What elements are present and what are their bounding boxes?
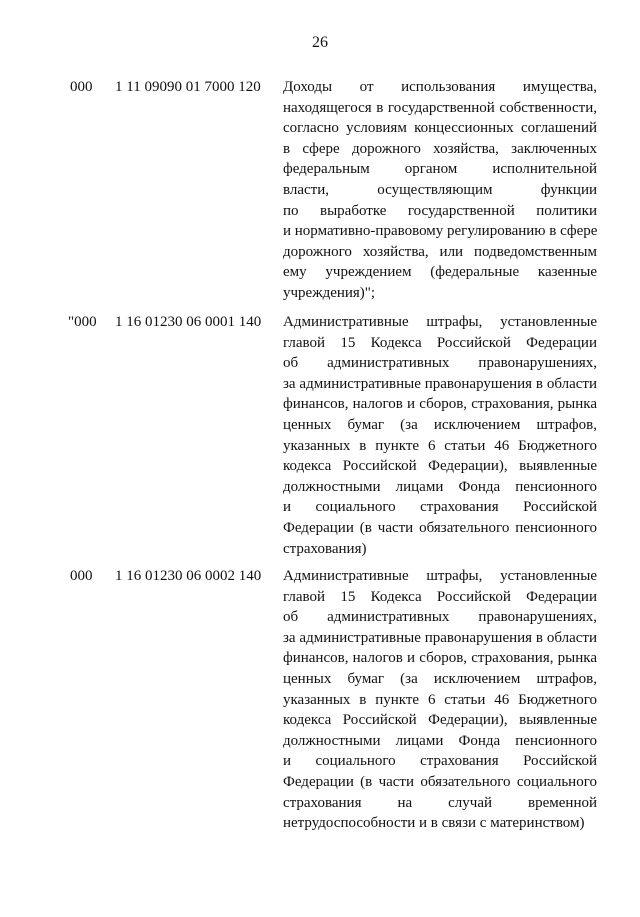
description-line: кодекса Российской Федерации), выявленные xyxy=(283,458,597,475)
description-line: Федерации (в части обязательного пенсионного xyxy=(283,519,597,536)
income-description xyxy=(283,566,597,834)
admin-code: "000 xyxy=(68,314,97,330)
description-line: и социального страхования Российской xyxy=(283,499,597,516)
description-line: Доходы от использования имущества, xyxy=(283,79,597,95)
description-line: финансов, налогов и сборов, страхования, рынка xyxy=(283,650,597,667)
description-line: ценных бумаг (за исключением штрафов, xyxy=(283,416,597,433)
description-line: страхования на случай временной xyxy=(283,794,597,811)
description-line: по выработке государственной политики xyxy=(283,202,597,219)
description-line: и социального страхования Российской xyxy=(283,753,597,770)
description-line: Административные штрафы, установленные xyxy=(283,314,597,330)
description-line: кодекса Российской Федерации), выявленные xyxy=(283,712,597,729)
description-line: должностными лицами Фонда пенсионного xyxy=(283,732,597,749)
description-line: главой 15 Кодекса Российской Федерации xyxy=(283,588,597,605)
admin-code: 000 xyxy=(70,568,93,584)
description-line: финансов, налогов и сборов, страхования, рынка xyxy=(283,396,597,413)
description-line: власти, осуществляющим функции xyxy=(283,181,597,198)
description-line: за административные правонарушения в области xyxy=(283,629,597,646)
description-line: указанных в пункте 6 статьи 46 Бюджетного xyxy=(283,691,597,708)
description-line: ему учреждением (федеральные казенные xyxy=(283,264,597,281)
description-line: находящегося в государственной собственности, xyxy=(283,99,597,116)
admin-code: 000 xyxy=(70,79,93,95)
income-description xyxy=(283,77,597,304)
description-line: Федерации (в части обязательного социального xyxy=(283,773,597,790)
description-line: указанных в пункте 6 статьи 46 Бюджетного xyxy=(283,437,597,454)
kbk-code: 1 16 01230 06 0002 140 xyxy=(115,568,262,584)
description-line: страхования) xyxy=(283,540,367,557)
page-number: 26 xyxy=(312,34,328,51)
description-line: нетрудоспособности и в связи с материнством) xyxy=(283,815,585,832)
description-line: согласно условиям концессионных соглашений xyxy=(283,120,597,137)
description-line: главой 15 Кодекса Российской Федерации xyxy=(283,334,597,351)
description-line: должностными лицами Фонда пенсионного xyxy=(283,478,597,495)
description-line: Административные штрафы, установленные xyxy=(283,568,597,584)
description-line: об административных правонарушениях, xyxy=(283,355,597,372)
description-line: федеральным органом исполнительной xyxy=(283,161,597,178)
description-line: за административные правонарушения в области xyxy=(283,375,597,392)
income-description xyxy=(283,312,597,559)
kbk-code: 1 16 01230 06 0001 140 xyxy=(115,314,262,330)
kbk-code: 1 11 09090 01 7000 120 xyxy=(115,79,261,95)
description-line: ценных бумаг (за исключением штрафов, xyxy=(283,670,597,687)
description-line: учреждения)"; xyxy=(283,284,376,301)
description-line: и нормативно-правовому регулированию в сфере xyxy=(283,223,598,240)
description-line: в сфере дорожного хозяйства, заключенных xyxy=(283,140,597,157)
description-line: об административных правонарушениях, xyxy=(283,609,597,626)
description-line: дорожного хозяйства, или подведомственным xyxy=(283,243,597,260)
